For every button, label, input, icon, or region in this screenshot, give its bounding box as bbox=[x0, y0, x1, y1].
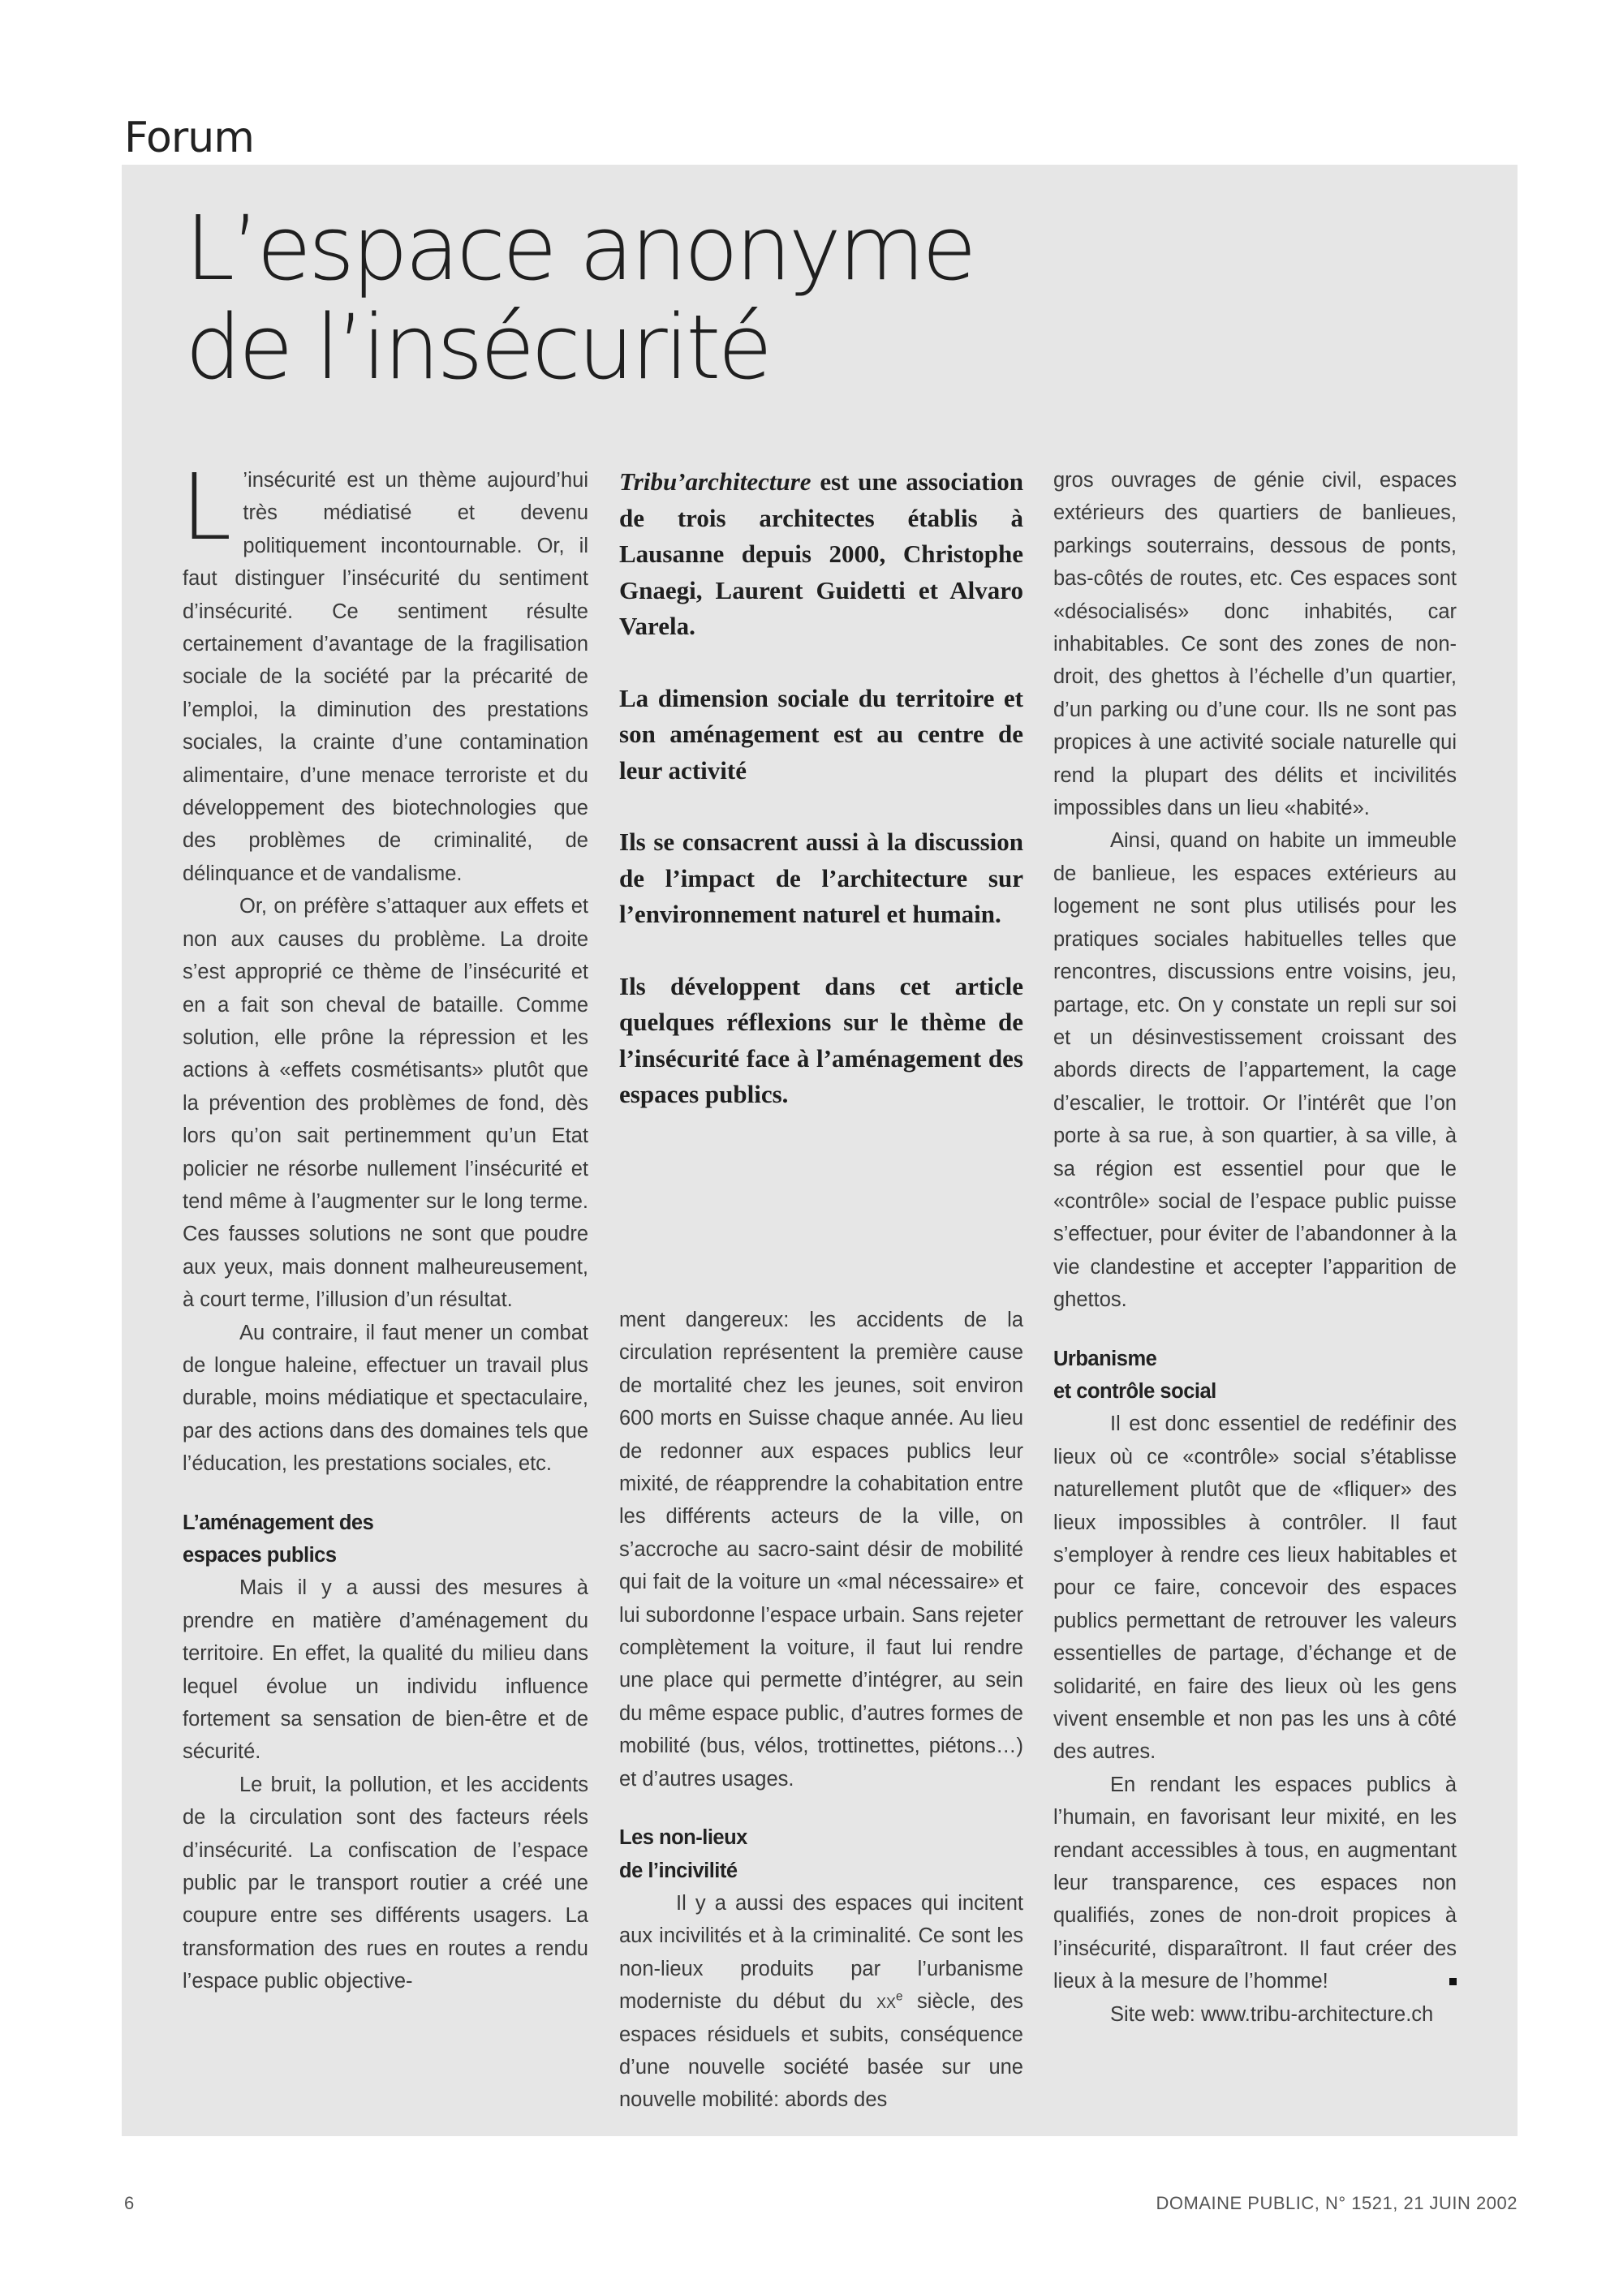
page-number: 6 bbox=[124, 2193, 135, 2213]
paragraph: Au contraire, il faut mener un combat de longue haleine, effectuer un travail plus durable, moins médiatique et spectaculaire, par des actions dans des domaines tels que l’éducation, les prestations sociales, etc. bbox=[183, 1321, 588, 1476]
paragraph: Or, on préfère s’attaquer aux effets et non aux causes du problème. La droite s’est approprié ce thème de l’insécurité et en a fait son cheval de bataille. Comme solution, elle prône la répression et les actions à «effets cosmétisants» plutôt que la prévention des problèmes de fond, dès lors qu’on sait pertinemment qu’un Etat policier ne résorbe nullement l’insécurité et tend même à l’augmenter sur le long terme. Ces fausses solutions ne sont que poudre aux yeux, mais donnent malheureusement, à court terme, l’illusion d’un résultat. bbox=[183, 895, 588, 1312]
subheading-amenagement: L’aménagement des espaces publics bbox=[183, 1511, 374, 1567]
intro-paragraph: La dimension sociale du territoire et son aménagement est au centre de leur activité bbox=[619, 683, 1023, 785]
subheading-urbanisme: Urbanisme et contrôle social bbox=[1053, 1347, 1216, 1403]
paragraph: L ’insécurité est un thème aujourd’hui très médiatisé et devenu politiquement incontournable. Or, il faut distinguer l’insécurité du sentiment d’insécurité. Ce sentiment résulte certainement d’avantage de la fragilisation sociale de la société par la précarité de l’emploi, la diminution des prestations sociales, la crainte d’une contamination alimentaire, d’une menace terroriste et du développement des biotechnologies que des problèmes de criminalité, de délinquance et de vandalisme. bbox=[181, 455, 588, 885]
intro-paragraph: Ils développent dans cet article quelques réflexions sur le thème de l’insécurité face à l’aménagement des espaces publics. bbox=[619, 971, 1023, 1108]
article-title bbox=[185, 196, 1321, 399]
issue-info: DOMAINE PUBLIC, N° 1521, 21 JUIN 2002 bbox=[1156, 2193, 1518, 2213]
intro-paragraph: Ils se consacrent aussi à la discussion de l’impact de l’architecture sur l’environnement naturel et humain. bbox=[619, 828, 1023, 928]
column-1 bbox=[181, 455, 588, 1998]
drop-cap: L bbox=[181, 455, 232, 561]
paragraph: Il y a aussi des espaces qui incitent aux incivilités et à la criminalité. Ce sont les non-lieux produits par l’urbanisme moderniste du début du $xx^e$ siècle, des espaces résiduels et subits, conséquence d’une nouvelle société basée sur une nouvelle mobilité: abords des bbox=[619, 1891, 1024, 2112]
paragraph: Ainsi, quand on habite un immeuble de banlieue, les espaces extérieurs au logement ne sont plus utilisés pour les pratiques sociales habituelles telles que rencontres, discussions entre voisins, jeu, partage, etc. On y constate un repli sur soi et un désinvestissement croissant des abords directs de l’appartement, la cage d’escalier, le trottoir. Or l’intérêt que l’on porte à sa rue, à son quartier, à sa ville, à sa région est essentiel pour que le «contrôle» social de l’espace public puisse s’effectuer, pour éviter de l’abandonner à la vie clandestine et accepter l’apparition de ghettos. bbox=[1053, 829, 1457, 1312]
section-label: Forum bbox=[124, 114, 254, 162]
intro-box bbox=[619, 464, 1023, 1149]
column-3 bbox=[1053, 464, 1457, 2031]
paragraph: ment dangereux: les accidents de la circulation représentent la première cause de mortalité chez les jeunes, soit environ 600 morts en Suisse chaque année. Au lieu de redonner aux espaces publics leur mixité, de réapprendre la cohabitation entre les différents acteurs de la ville, on s’accroche au sacro-saint désir de mobilité qui fait de la voiture un «mal nécessaire» et lui subordonne l’espace urbain. Sans rejeter complètement la voiture, il faut lui rendre une place qui permette d’intégrer, au sein du même espace public, d’autres formes de mobilité (bus, vélos, trottinettes, piétons…) et d’autres usages. bbox=[619, 1309, 1023, 1791]
subheading-non-lieux: Les non-lieux de l’incivilité bbox=[619, 1826, 747, 1882]
paragraph: En rendant les espaces publics à l’humain, en favorisant leur mixité, en les rendant accessibles à tous, en augmentant leur transparence, ces espaces non qualifiés, zones de non-droit propices à l’insécurité, disparaîtront. Il faut créer des lieux à la mesure de l’homme! bbox=[1053, 1773, 1457, 1993]
paragraph: Le bruit, la pollution, et les accidents de la circulation sont des facteurs réels d’insécurité. La confiscation de l’espace public par le transport routier a créé une coupure entre ses différents usagers. La transformation des rues en routes a rendu l’espace public objective- bbox=[183, 1773, 588, 1993]
paragraph: Mais il y a aussi des mesures à prendre en matière d’aménagement du territoire. En effet, la qualité du milieu dans lequel évolue un individu influence fortement sa sensation de bien-être et de sécurité. bbox=[183, 1576, 588, 1764]
column-2-body bbox=[619, 1304, 1023, 2117]
website-link[interactable]: Site web: www.tribu-architecture.ch bbox=[1110, 2002, 1434, 2026]
paragraph: Il est donc essentiel de redéfinir des lieux où ce «contrôle» social s’établisse naturellement plutôt que de «fliquer» des lieux impossibles à contrôler. Il faut s’employer à rendre ces lieux habitables et pour ce faire, concevoir des espaces publics permettant de retrouver les valeurs essentielles de partage, d’échange et de solidarité, en faire des lieux où les gens vivent ensemble et non pas les uns à côté des autres. bbox=[1053, 1412, 1457, 1764]
title-line-2: de l’insécurité bbox=[185, 295, 770, 399]
paragraph: gros ouvrages de génie civil, espaces extérieurs des quartiers de banlieues, parkings souterrains, dessous de ponts, bas-côtés de routes, etc. Ces espaces sont «désocialisés» donc inhabités, car inhabitables. Ce sont des zones de non-droit, des ghettos à l’échelle d’un quartier, d’un parking ou d’une cour. Ils ne sont pas propices à une activité sociale naturelle qui rend la plupart des délits et incivilités impossibles dans un lieu «habité». bbox=[1053, 469, 1457, 820]
title-line-1: L’espace anonyme bbox=[185, 196, 974, 300]
end-mark-icon bbox=[1449, 1978, 1457, 1985]
intro-paragraph: Tribu’architecture est une association de trois architectes établis à Lausanne depuis 2000, Christophe Gnaegi, Laurent Guidetti et Alvaro Varela. bbox=[619, 467, 1023, 640]
